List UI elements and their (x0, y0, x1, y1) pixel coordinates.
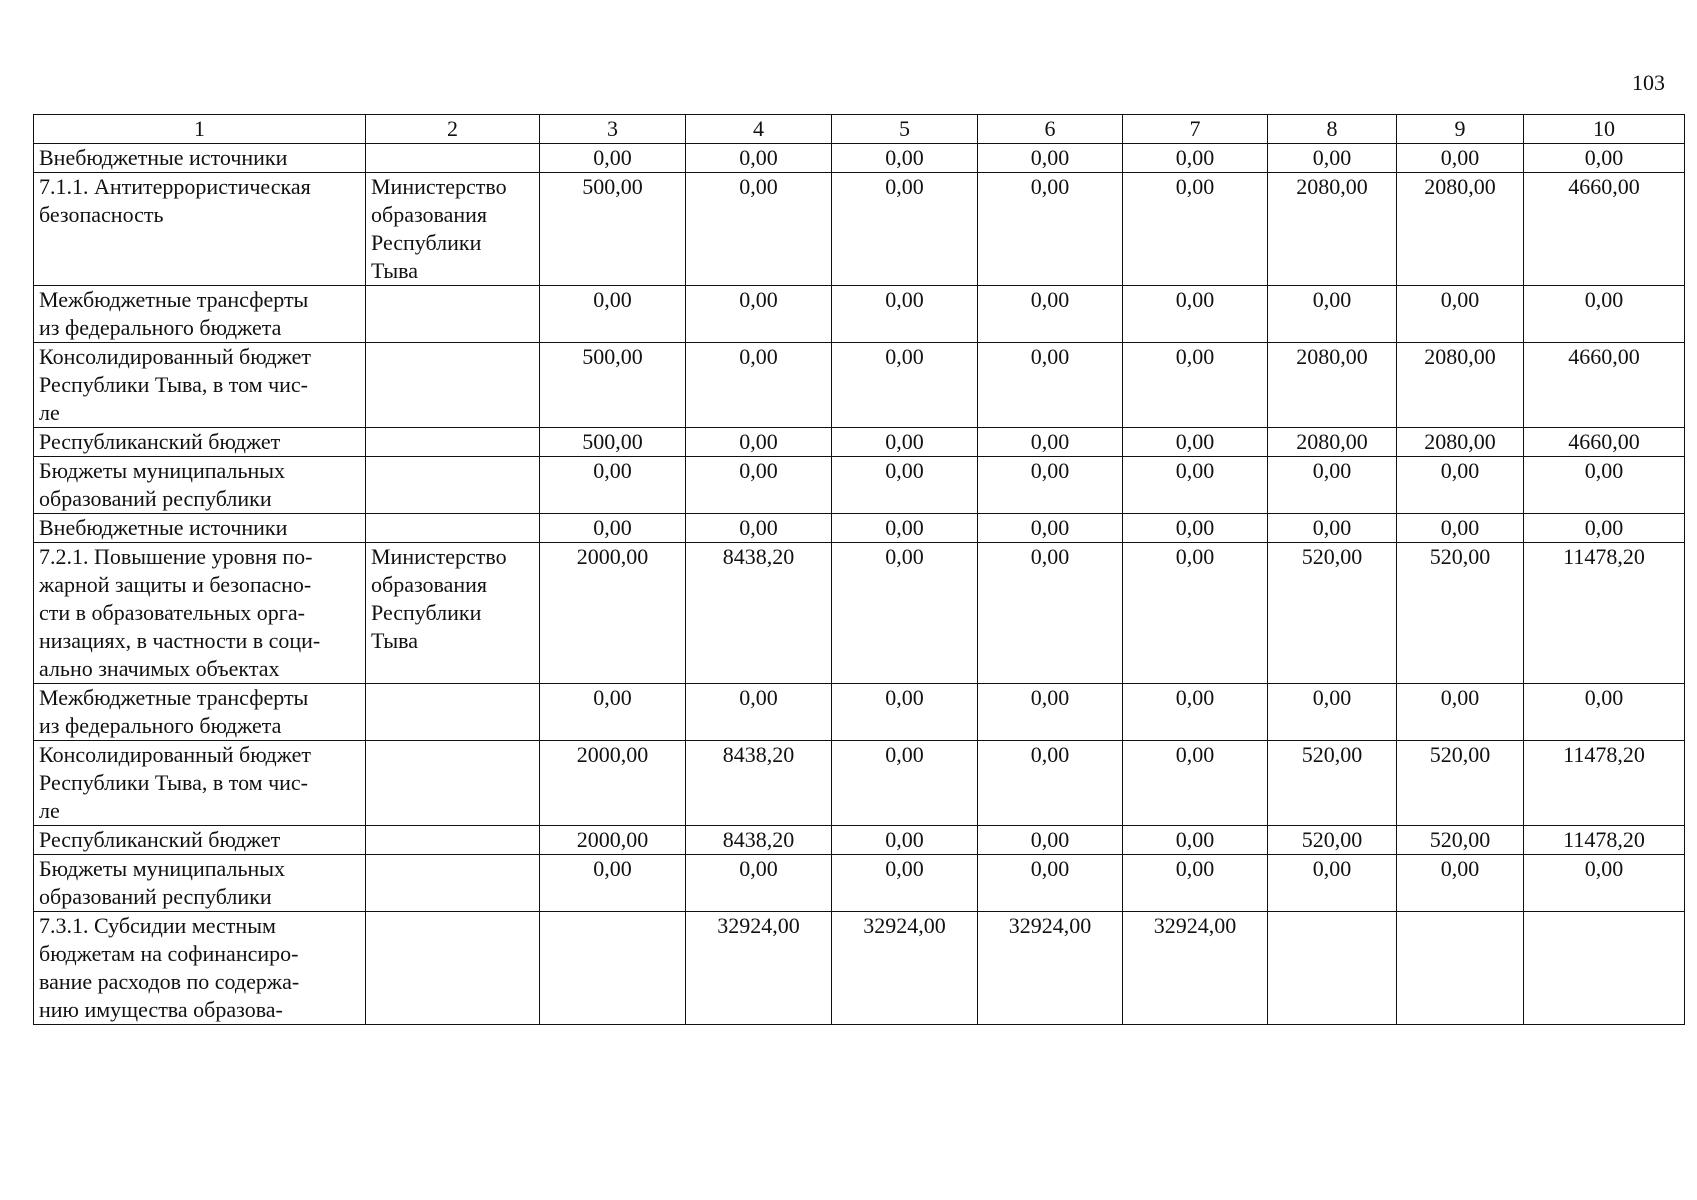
value-cell (540, 912, 686, 1025)
value-cell: 520,00 (1268, 826, 1397, 855)
row-label: 7.2.1. Повышение уровня по- жарной защиты и безопасно- сти в образовательных орга- низациях, в частности в соци- ально значимых объектах (34, 543, 366, 684)
executor-cell (366, 741, 540, 826)
value-cell: 0,00 (540, 144, 686, 173)
executor-cell (366, 855, 540, 912)
value-cell: 500,00 (540, 428, 686, 457)
column-number: 2 (366, 115, 540, 144)
value-cell: 0,00 (832, 741, 978, 826)
value-cell: 0,00 (978, 826, 1123, 855)
column-number: 5 (832, 115, 978, 144)
executor-cell (366, 286, 540, 343)
value-cell: 2080,00 (1397, 428, 1524, 457)
value-cell: 0,00 (540, 855, 686, 912)
value-cell: 2000,00 (540, 826, 686, 855)
row-label: 7.3.1. Субсидии местным бюджетам на софинансиро- вание расходов по содержа- нию имущества образова- (34, 912, 366, 1025)
value-cell: 0,00 (978, 741, 1123, 826)
row-label: Бюджеты муниципальных образований республики (34, 855, 366, 912)
executor-cell (366, 826, 540, 855)
value-cell: 520,00 (1397, 543, 1524, 684)
table-row (34, 343, 1685, 428)
value-cell: 0,00 (1123, 286, 1268, 343)
table-row (34, 741, 1685, 826)
value-cell: 8438,20 (686, 543, 832, 684)
value-cell: 0,00 (1524, 855, 1685, 912)
table-row (34, 173, 1685, 286)
row-label: 7.1.1. Антитеррористическая безопасность (34, 173, 366, 286)
page-number: 103 (1632, 70, 1665, 95)
row-label: Республиканский бюджет (34, 826, 366, 855)
value-cell: 32924,00 (832, 912, 978, 1025)
value-cell: 0,00 (978, 144, 1123, 173)
value-cell: 500,00 (540, 343, 686, 428)
table-row (34, 826, 1685, 855)
value-cell: 0,00 (1268, 684, 1397, 741)
table-row (34, 543, 1685, 684)
value-cell: 0,00 (832, 343, 978, 428)
value-cell: 0,00 (540, 684, 686, 741)
value-cell: 520,00 (1397, 741, 1524, 826)
value-cell: 0,00 (832, 543, 978, 684)
value-cell: 0,00 (832, 286, 978, 343)
value-cell: 0,00 (1123, 543, 1268, 684)
row-label: Консолидированный бюджет Республики Тыва, в том чис- ле (34, 343, 366, 428)
budget-table (33, 114, 1685, 1025)
value-cell: 520,00 (1268, 543, 1397, 684)
value-cell: 0,00 (1524, 514, 1685, 543)
column-number: 4 (686, 115, 832, 144)
column-number: 10 (1524, 115, 1685, 144)
value-cell: 0,00 (686, 457, 832, 514)
value-cell: 0,00 (1268, 514, 1397, 543)
executor-cell (366, 514, 540, 543)
table-row (34, 428, 1685, 457)
value-cell: 0,00 (1268, 144, 1397, 173)
value-cell: 0,00 (1123, 428, 1268, 457)
value-cell: 500,00 (540, 173, 686, 286)
value-cell: 0,00 (1268, 855, 1397, 912)
value-cell: 0,00 (686, 514, 832, 543)
value-cell: 0,00 (978, 428, 1123, 457)
value-cell: 0,00 (1123, 514, 1268, 543)
column-number: 9 (1397, 115, 1524, 144)
value-cell: 11478,20 (1524, 826, 1685, 855)
value-cell: 0,00 (1123, 173, 1268, 286)
value-cell: 0,00 (832, 457, 978, 514)
budget-table-container (33, 114, 1684, 1025)
value-cell: 0,00 (1123, 826, 1268, 855)
table-row (34, 855, 1685, 912)
value-cell: 0,00 (978, 684, 1123, 741)
value-cell: 11478,20 (1524, 741, 1685, 826)
value-cell: 0,00 (1524, 457, 1685, 514)
value-cell: 0,00 (978, 855, 1123, 912)
value-cell: 0,00 (1397, 684, 1524, 741)
value-cell: 0,00 (686, 855, 832, 912)
column-number: 1 (34, 115, 366, 144)
value-cell: 8438,20 (686, 741, 832, 826)
value-cell: 0,00 (978, 457, 1123, 514)
value-cell: 0,00 (686, 173, 832, 286)
value-cell: 0,00 (832, 826, 978, 855)
row-label: Бюджеты муниципальных образований республики (34, 457, 366, 514)
value-cell: 0,00 (1397, 514, 1524, 543)
column-number: 3 (540, 115, 686, 144)
executor-cell (366, 343, 540, 428)
value-cell: 0,00 (978, 343, 1123, 428)
value-cell: 11478,20 (1524, 543, 1685, 684)
value-cell: 0,00 (832, 855, 978, 912)
value-cell: 0,00 (1524, 144, 1685, 173)
table-body (34, 144, 1685, 1025)
table-row (34, 457, 1685, 514)
row-label: Внебюджетные источники (34, 514, 366, 543)
value-cell: 4660,00 (1524, 173, 1685, 286)
value-cell: 0,00 (832, 173, 978, 286)
value-cell: 0,00 (832, 428, 978, 457)
value-cell: 0,00 (1123, 144, 1268, 173)
table-row (34, 514, 1685, 543)
value-cell: 0,00 (1123, 684, 1268, 741)
value-cell: 32924,00 (1123, 912, 1268, 1025)
value-cell: 2080,00 (1268, 343, 1397, 428)
value-cell: 0,00 (832, 514, 978, 543)
value-cell: 0,00 (1268, 457, 1397, 514)
value-cell: 0,00 (1268, 286, 1397, 343)
executor-cell (366, 144, 540, 173)
value-cell: 32924,00 (978, 912, 1123, 1025)
executor-cell (366, 684, 540, 741)
row-label: Республиканский бюджет (34, 428, 366, 457)
value-cell: 32924,00 (686, 912, 832, 1025)
value-cell (1524, 912, 1685, 1025)
value-cell: 4660,00 (1524, 343, 1685, 428)
column-number: 7 (1123, 115, 1268, 144)
table-row (34, 912, 1685, 1025)
value-cell: 0,00 (686, 428, 832, 457)
value-cell: 0,00 (832, 684, 978, 741)
value-cell: 2080,00 (1397, 173, 1524, 286)
value-cell (1397, 912, 1524, 1025)
column-number: 6 (978, 115, 1123, 144)
table-row (34, 286, 1685, 343)
row-label: Межбюджетные трансферты из федерального бюджета (34, 286, 366, 343)
executor-cell: Министерство образования Республики Тыва (366, 173, 540, 286)
row-label: Межбюджетные трансферты из федерального бюджета (34, 684, 366, 741)
column-number-row (34, 115, 1685, 144)
value-cell: 8438,20 (686, 826, 832, 855)
value-cell: 0,00 (978, 286, 1123, 343)
value-cell: 0,00 (832, 144, 978, 173)
value-cell: 0,00 (686, 286, 832, 343)
value-cell: 2000,00 (540, 741, 686, 826)
executor-cell (366, 457, 540, 514)
value-cell: 0,00 (686, 343, 832, 428)
value-cell: 2080,00 (1397, 343, 1524, 428)
value-cell: 0,00 (1397, 286, 1524, 343)
executor-cell: Министерство образования Республики Тыва (366, 543, 540, 684)
column-number: 8 (1268, 115, 1397, 144)
value-cell: 2000,00 (540, 543, 686, 684)
executor-cell (366, 428, 540, 457)
value-cell: 2080,00 (1268, 428, 1397, 457)
value-cell: 0,00 (1123, 343, 1268, 428)
value-cell: 0,00 (1397, 855, 1524, 912)
value-cell: 520,00 (1397, 826, 1524, 855)
value-cell: 0,00 (978, 543, 1123, 684)
value-cell: 4660,00 (1524, 428, 1685, 457)
value-cell: 0,00 (1123, 457, 1268, 514)
value-cell: 0,00 (978, 173, 1123, 286)
value-cell: 2080,00 (1268, 173, 1397, 286)
value-cell: 520,00 (1268, 741, 1397, 826)
table-row (34, 144, 1685, 173)
row-label: Внебюджетные источники (34, 144, 366, 173)
value-cell: 0,00 (1397, 457, 1524, 514)
value-cell: 0,00 (1397, 144, 1524, 173)
value-cell (1268, 912, 1397, 1025)
executor-cell (366, 912, 540, 1025)
value-cell: 0,00 (540, 286, 686, 343)
value-cell: 0,00 (686, 144, 832, 173)
value-cell: 0,00 (1123, 741, 1268, 826)
value-cell: 0,00 (540, 457, 686, 514)
value-cell: 0,00 (1123, 855, 1268, 912)
value-cell: 0,00 (540, 514, 686, 543)
value-cell: 0,00 (686, 684, 832, 741)
value-cell: 0,00 (1524, 684, 1685, 741)
table-row (34, 684, 1685, 741)
row-label: Консолидированный бюджет Республики Тыва, в том чис- ле (34, 741, 366, 826)
value-cell: 0,00 (978, 514, 1123, 543)
value-cell: 0,00 (1524, 286, 1685, 343)
